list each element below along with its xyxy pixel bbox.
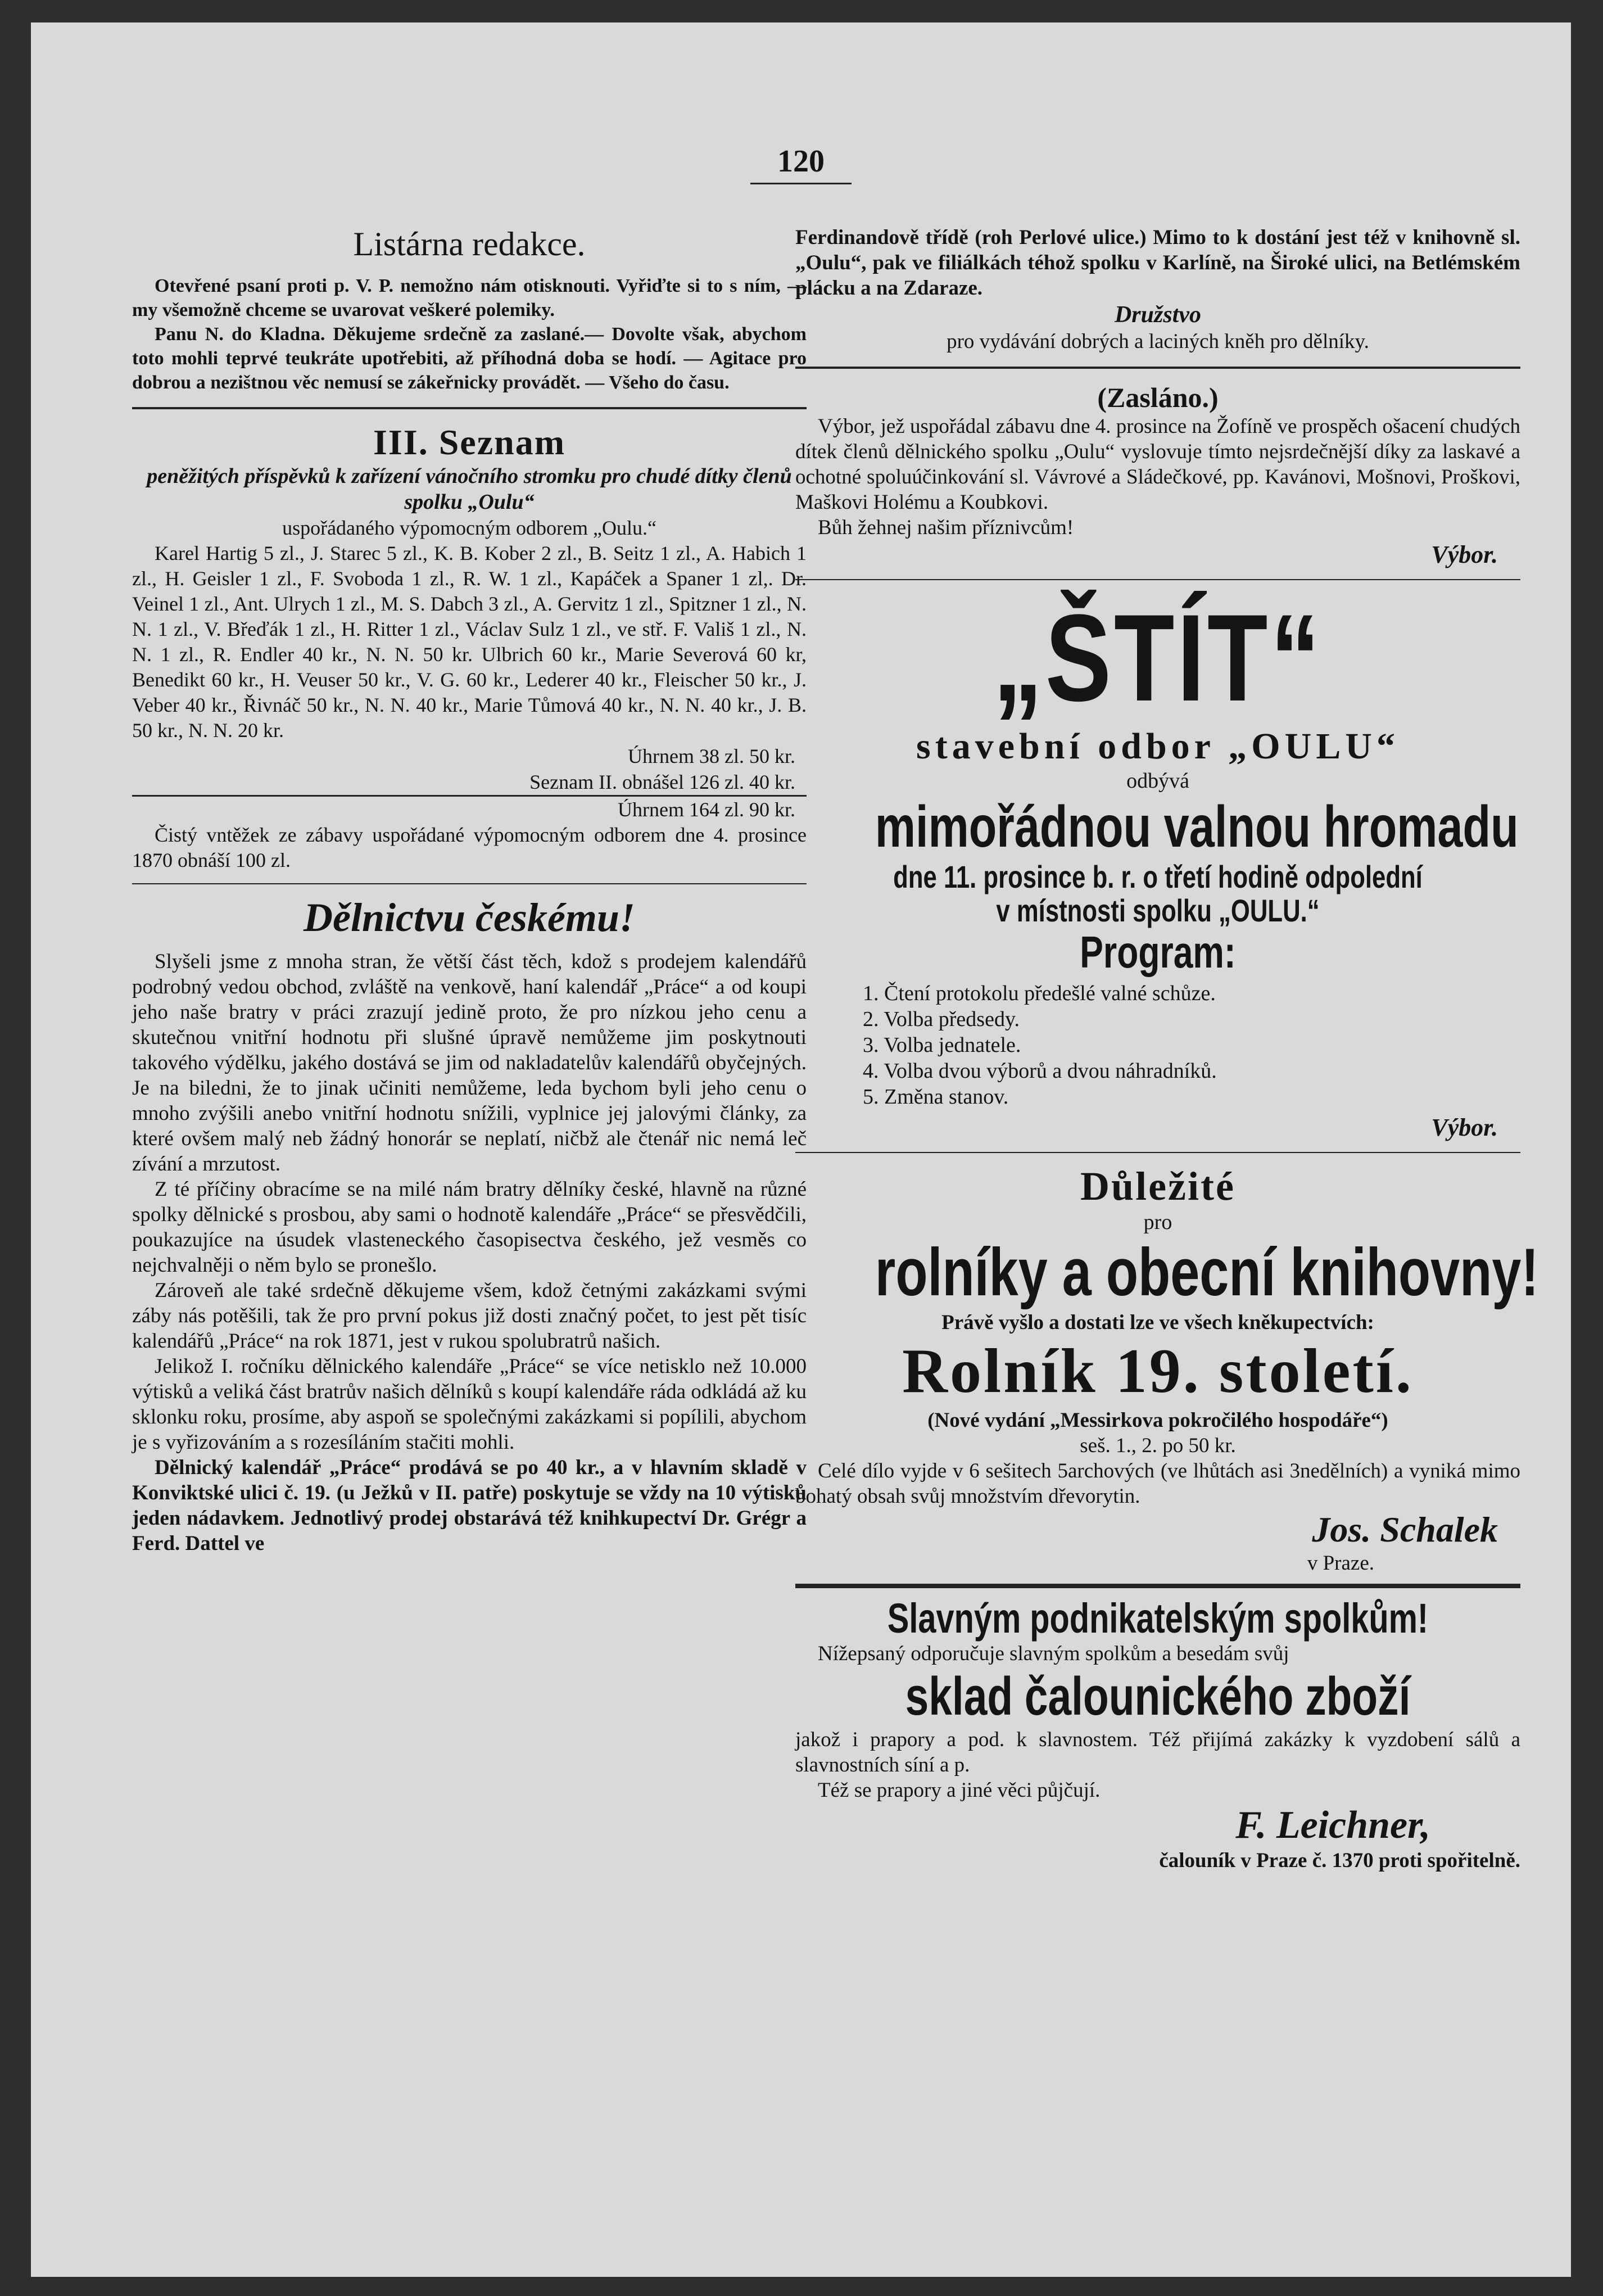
stit-line4: dne 11. prosince b. r. o třetí hodině odpolední	[893, 859, 1423, 894]
seznam-list: Karel Hartig 5 zl., J. Starec 5 zl., K. B. Kober 2 zl., B. Seitz 1 zl., A. Habich 1 zl., H. Geisler 1 zl., F. Svoboda 1 zl., R. W. 1 zl., Kapáček a Spaner 1 zl,. Dr. Veinel 1 zl., Ant. Ulrych 1 zl., M. S. Dabch 3 zl., A. Gervitz 1 zl., Spitzner 1 zl., N. N. 1 zl., V. Břeďák 1 zl., H. Ritter 1 zl., Václav Sulz 1 zl., ve stř. F. Vališ 1 zl., N. N. 1 zl., R. Endler 40 kr., N. N. 50 kr. Ulbrich 60 kr., Marie Severová 60 kr, Benedikt 60 kr., H. Veuser 50 kr., V. G. 60 kr., Lederer 40 kr., Fleischer 50 kr., J. Veber 40 kr., Řivnáč 50 kr., N. N. 40 kr., Marie Tůmová 40 kr., N. N. 40 kr., J. B. 50 kr., N. N. 20 kr.	[132, 542, 807, 742]
program-item: 3. Volba jednatele.	[863, 1033, 1021, 1057]
dulezite-sign: Jos. Schalek	[1312, 1509, 1498, 1549]
divider	[795, 579, 1520, 580]
seznam-subtitle-italic: peněžitých příspěvků k zařízení vánočního stromku pro chudé dítky členů spolku „Oulu“	[147, 464, 792, 514]
program-item: 5. Změna stanov.	[863, 1085, 1009, 1109]
stit-title: „ŠTÍT“	[993, 589, 1323, 727]
rolnik-title: Rolník 19. století.	[902, 1336, 1414, 1406]
left-column	[132, 225, 807, 1556]
spolkum-big: sklad čalounického zboží	[905, 1666, 1411, 1726]
stit-line2: odbývá	[1126, 769, 1189, 793]
right-column	[795, 225, 1539, 1873]
delnictvu-p1: Slyšeli jsme z mnoha stran, že větší část těch, kdož s prodejem kalendářů podrobný vedou obchod, zvláště na venkově, haní kalendář „Práce“ a od koupi jeho naše bratry v práci zrazují jedině proto, že pro nízkou jeho cenu a skutečnou vnitřní hodnotu při slušné úpravě nemůžeme jim poskytnouti takového výdělku, jakého dostává se jim od nakladatelův kalendářů obyčejných. Je na biledni, že to jinak učiniti nemůžeme, leda bychom byli jeho cenu o mnoho zvýšili anebo vnitřní hodnotu snížili, vyplnice jej jalovými články, za které ovšem malý neb žádný honorár se neplatí, ničbž ale čtenář nic nemá leč zívání a mrzutost.	[132, 950, 807, 1176]
dulezite-line2: (Nové vydání „Messirkova pokročilého hospodáře“)	[927, 1409, 1388, 1432]
spolkum-line3: Též se prapory a jiné věci půjčují.	[818, 1779, 1101, 1802]
seznam-title: III. Seznam	[373, 422, 566, 462]
listarna-p2: Panu N. do Kladna. Děkujeme srdečně za zaslané.— Dovolte však, abychom toto mohli teprvé teukráte upotřebiti, až příhodná doba se hodí. — Agitace pro dobrou a nezištnou věc nemusí se zákeřnicky provádět. — Všeho do času.	[132, 324, 807, 393]
druzstvo-subtitle: pro vydávání dobrých a laciných kněh pro dělníky.	[947, 330, 1369, 353]
divider	[795, 367, 1520, 369]
ferdinand-text: Ferdinandově třídě (roh Perlové ulice.) Mimo to k dostání jest též v knihovně sl. „Oulu“, pak ve filiálkách téhož spolku v Karlíně, na Široké ulici, na Betlémském plácku a na Zdaraze.	[795, 226, 1520, 300]
dulezite-line4: Celé dílo vyjde v 6 sešitech 5archových (ve lhůtách asi 3nedělních) a vyniká mimo bohatý obsah svůj množstvím dřevorytin.	[795, 1459, 1520, 1508]
dulezite-line3: seš. 1., 2. po 50 kr.	[1080, 1434, 1236, 1457]
seznam-sum1: Úhrnem 38 zl. 50 kr.	[628, 745, 795, 767]
delnictvu-title: Dělnictvu českému!	[304, 895, 635, 940]
listarna-p1: Otevřené psaní proti p. V. P. nemožno nám otisknouti. Vyřiďte si to s ním, — my všemožně chceme se uvarovat veškeré polemiky.	[132, 275, 807, 320]
divider	[795, 1584, 1520, 1588]
page-number: 120	[750, 143, 852, 184]
program-item: 4. Volba dvou výborů a dvou náhradníků.	[863, 1059, 1217, 1083]
spolkum-addr: čalouník v Praze č. 1370 proti spořitelně.	[1159, 1849, 1520, 1872]
spolkum-sign: F. Leichner,	[1235, 1804, 1430, 1847]
dulezite-place: v Praze.	[1307, 1552, 1374, 1575]
dulezite-pro: pro	[1143, 1210, 1172, 1234]
delnictvu-p5: Dělnický kalendář „Práce“ prodává se po 40 kr., a v hlavním skladě v Konviktské ulici č. 19. (u Ježků v II. patře) poskytuje se vždy na 10 výtisků jeden nádavkem. Jednotlivý prodej obstarává též knihkupectví Dr. Grégr a Ferd. Dattel ve	[132, 1456, 807, 1555]
spolkum-title: Slavným podnikatelským spolkům!	[887, 1595, 1429, 1642]
seznam-subtitle: uspořádaného výpomocným odborem „Oulu.“	[282, 517, 656, 539]
dulezite-title: Důležité	[1080, 1164, 1235, 1209]
program-item: 1. Čtení protokolu předešlé valné schůze.	[863, 982, 1216, 1005]
zaslano-title: (Zasláno.)	[1097, 382, 1219, 413]
program-title: Program:	[1080, 927, 1236, 977]
spolkum-line1: Nížepsaný odporučuje slavným spolkům a besedám svůj	[818, 1642, 1289, 1665]
divider	[132, 883, 807, 884]
divider	[795, 1152, 1520, 1153]
delnictvu-p4: Jelikož I. ročníku dělnického kalendáře „Práce“ se více netisklo než 10.000 výtisků a veliká část bratrův našich dělníků s koupí kalendáře ráda odkládá až ku sklonku roku, prosíme, aby aspoň se společnými zakázkami si popílili, abychom je s vyřizováním a s rozesíláním stačiti mohli.	[132, 1355, 807, 1454]
divider	[132, 407, 807, 409]
stit-line5: v místnosti spolku „OULU.“	[996, 893, 1320, 928]
zaslano-bless: Bůh žehnej našim příznivcům!	[818, 516, 1074, 539]
stit-sign: Výbor.	[1431, 1114, 1498, 1141]
newspaper-page	[31, 22, 1571, 2277]
seznam-sum3: Úhrnem 164 zl. 90 kr.	[618, 798, 795, 821]
druzstvo-title: Družstvo	[1114, 302, 1202, 328]
stit-line3: mimořádnou valnou hromadu	[875, 794, 1519, 860]
spolkum-line2: jakož i prapory a pod. k slavnostem. Též přijímá zakázky k vyzdobení sálů a slavnostních síní a p.	[795, 1728, 1520, 1777]
seznam-note: Čistý vntěžek ze zábavy uspořádané výpomocným odborem dne 4. prosince 1870 obnáší 100 zl.	[132, 824, 807, 871]
program-item: 2. Volba předsedy.	[863, 1007, 1020, 1031]
listarna-title: Listárna redakce.	[353, 225, 586, 263]
dulezite-line1: Právě vyšlo a dostati lze ve všech kněkupectvích:	[941, 1311, 1374, 1334]
delnictvu-p3: Zároveň ale také srdečně děkujeme všem, kdož četnými zakázkami svými záby nás potěšili, tak že pro první pokus již dosti značný počet, to jest pět tisíc kalendářů „Práce“ na rok 1871, jest v rukou spolubratrů našich.	[132, 1279, 807, 1353]
seznam-sum2: Seznam II. obnášel 126 zl. 40 kr.	[132, 769, 807, 797]
zaslano-text: Výbor, jež uspořádal zábavu dne 4. prosince na Žofíně ve prospěch ošacení chudých dítek členů dělnického spolku „Oulu“ vyslovuje tímto nejsrdečnější díky za laskavé a ochotné spoluúčinkování sl. Vávrové a Sládečkové, pp. Kavánovi, Mošnovi, Proškovi, Maškovi Holému a Koubkovi.	[795, 415, 1520, 514]
dulezite-big: rolníky a obecní knihovny!	[875, 1235, 1539, 1310]
delnictvu-p2: Z té příčiny obracíme se na milé nám bratry dělníky české, hlavně na různé spolky dělnické s prosbou, aby sami o hodnotě kalendáře „Práce“ se přesvědčili, poukazujíce na úsudek vlasteneckého časopisectva českého, jež vesměs co nejchvalněji o něm bylo se pronešlo.	[132, 1178, 807, 1277]
program-list	[863, 980, 1520, 1110]
zaslano-sign: Výbor.	[1431, 541, 1498, 568]
stit-line1: stavební odbor „OULU“	[916, 726, 1400, 767]
